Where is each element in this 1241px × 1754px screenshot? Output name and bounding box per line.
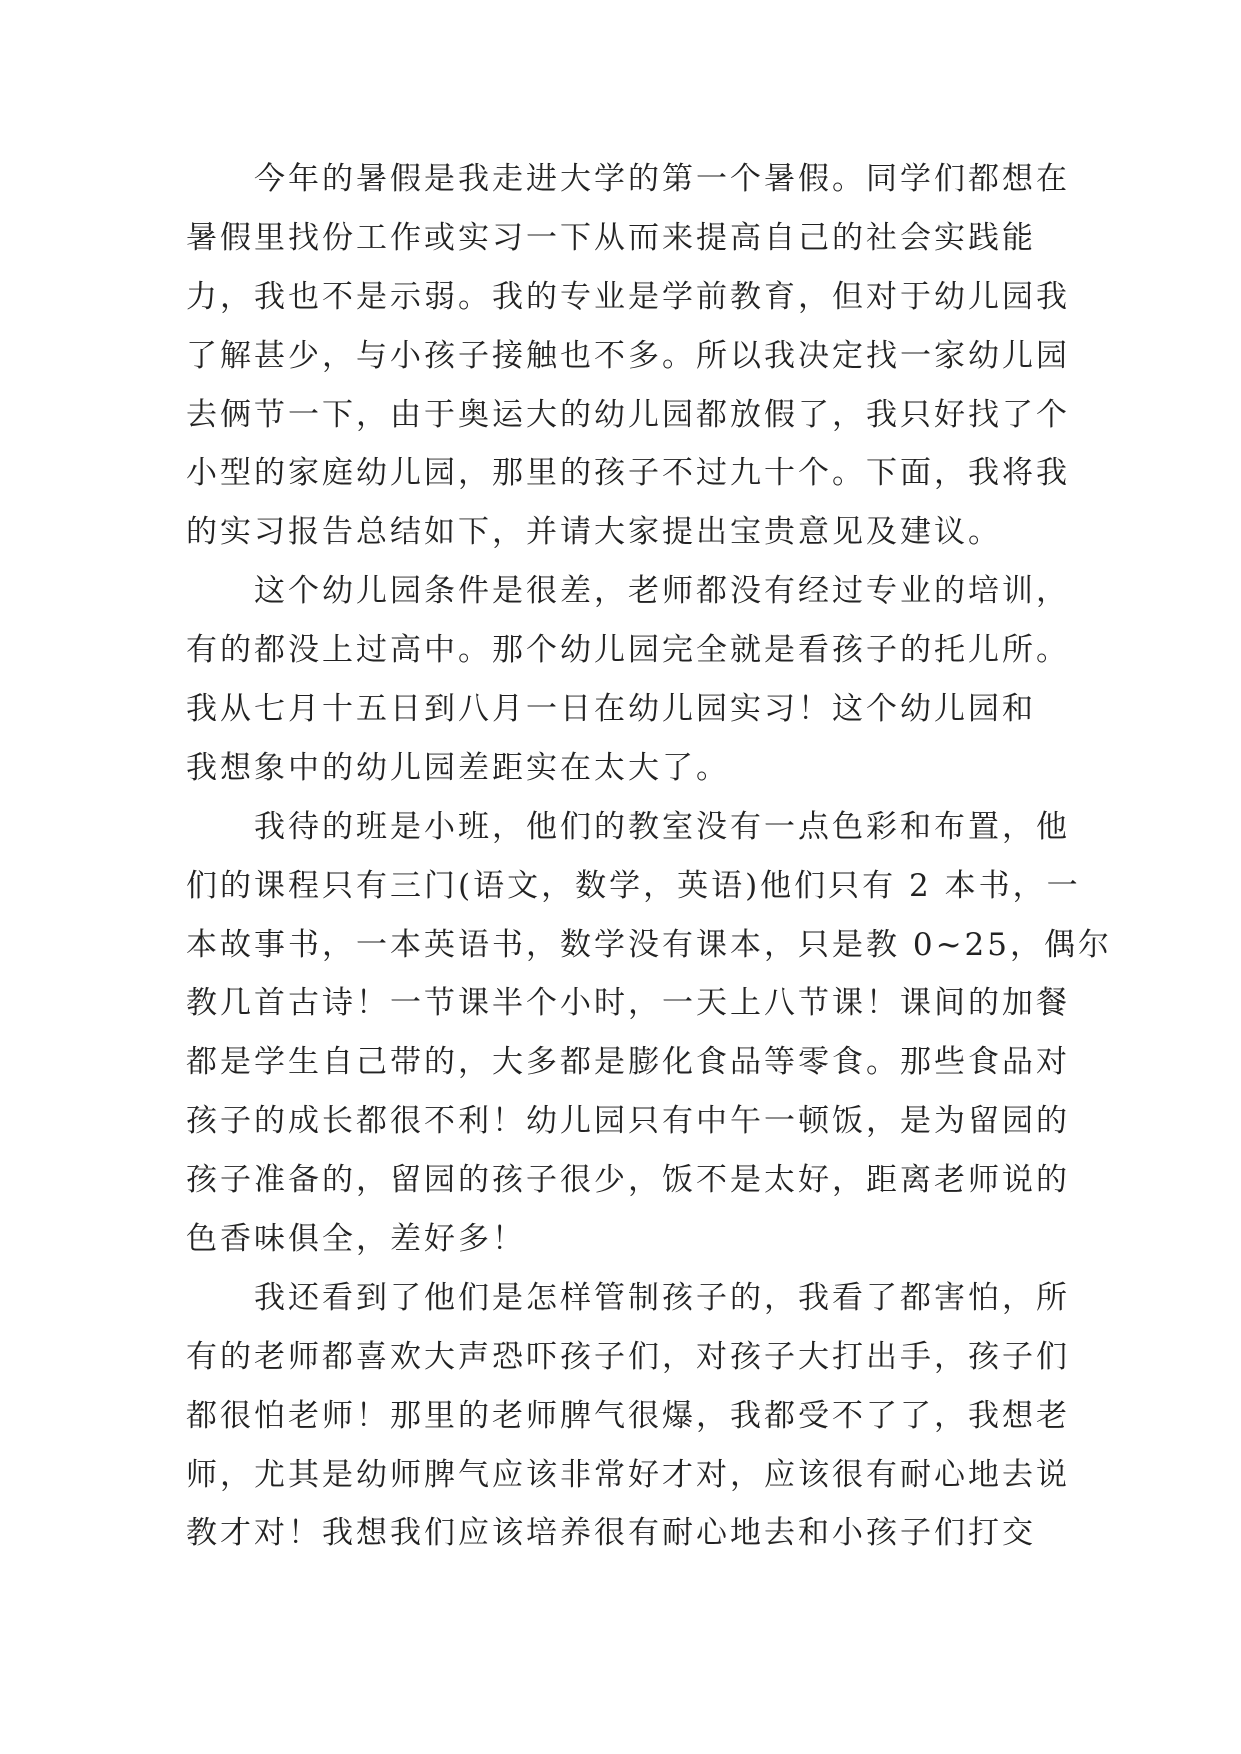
text-line: 我想象中的幼儿园差距实在太大了。: [186, 749, 730, 786]
text-line: 这个幼儿园条件是很差，老师都没有经过专业的培训，: [186, 573, 1070, 610]
paragraph-summer-intro: [186, 150, 1070, 562]
text-line: 教几首古诗！一节课半个小时，一天上八节课！课间的加餐: [186, 985, 1070, 1022]
document-body: [186, 150, 1112, 1563]
text-line: 孩子准备的，留园的孩子很少，饭不是太好，距离老师说的: [186, 1162, 1070, 1199]
text-line: 力，我也不是示弱。我的专业是学前教育，但对于幼儿园我: [186, 278, 1070, 315]
text-line: 本故事书，一本英语书，数学没有课本，只是教 0~25，偶尔: [186, 926, 1112, 963]
text-line: 教才对！我想我们应该培养很有耐心地去和小孩子们打交: [186, 1515, 1036, 1552]
text-line: 我从七月十五日到八月一日在幼儿园实习！这个幼儿园和: [186, 691, 1036, 728]
text-line: 们的课程只有三门(语文，数学，英语)他们只有 2 本书，一: [186, 867, 1081, 904]
text-line: 今年的暑假是我走进大学的第一个暑假。同学们都想在: [186, 161, 1070, 197]
text-line: 色香味俱全，差好多！: [186, 1221, 526, 1258]
text-line: 师，尤其是幼师脾气应该非常好才对，应该很有耐心地去说: [186, 1456, 1070, 1493]
paragraph-kindergarten-conditions: [186, 562, 1070, 798]
text-line: 有的老师都喜欢大声恐吓孩子们，对孩子大打出手，孩子们: [186, 1338, 1070, 1375]
text-line: 的实习报告总结如下，并请大家提出宝贵意见及建议。: [186, 514, 1002, 551]
text-line: 我待的班是小班，他们的教室没有一点色彩和布置，他: [186, 808, 1070, 845]
text-line: 暑假里找份工作或实习一下从而来提高自己的社会实践能: [186, 219, 1036, 256]
paragraph-class-curriculum: [186, 798, 1112, 1269]
text-line: 我还看到了他们是怎样管制孩子的，我看了都害怕，所: [186, 1279, 1070, 1316]
text-line: 都很怕老师！那里的老师脾气很爆，我都受不了了，我想老: [186, 1397, 1070, 1434]
text-line: 去俩节一下，由于奥运大的幼儿园都放假了，我只好找了个: [186, 396, 1070, 433]
text-line: 小型的家庭幼儿园，那里的孩子不过九十个。下面，我将我: [186, 455, 1070, 492]
text-line: 孩子的成长都很不利！幼儿园只有中午一顿饭，是为留园的: [186, 1103, 1070, 1140]
text-line: 都是学生自己带的，大多都是膨化食品等零食。那些食品对: [186, 1044, 1070, 1081]
paragraph-teacher-discipline: [186, 1269, 1070, 1563]
text-line: 了解甚少，与小孩子接触也不多。所以我决定找一家幼儿园: [186, 337, 1070, 374]
text-line: 有的都没上过高中。那个幼儿园完全就是看孩子的托儿所。: [186, 632, 1070, 669]
